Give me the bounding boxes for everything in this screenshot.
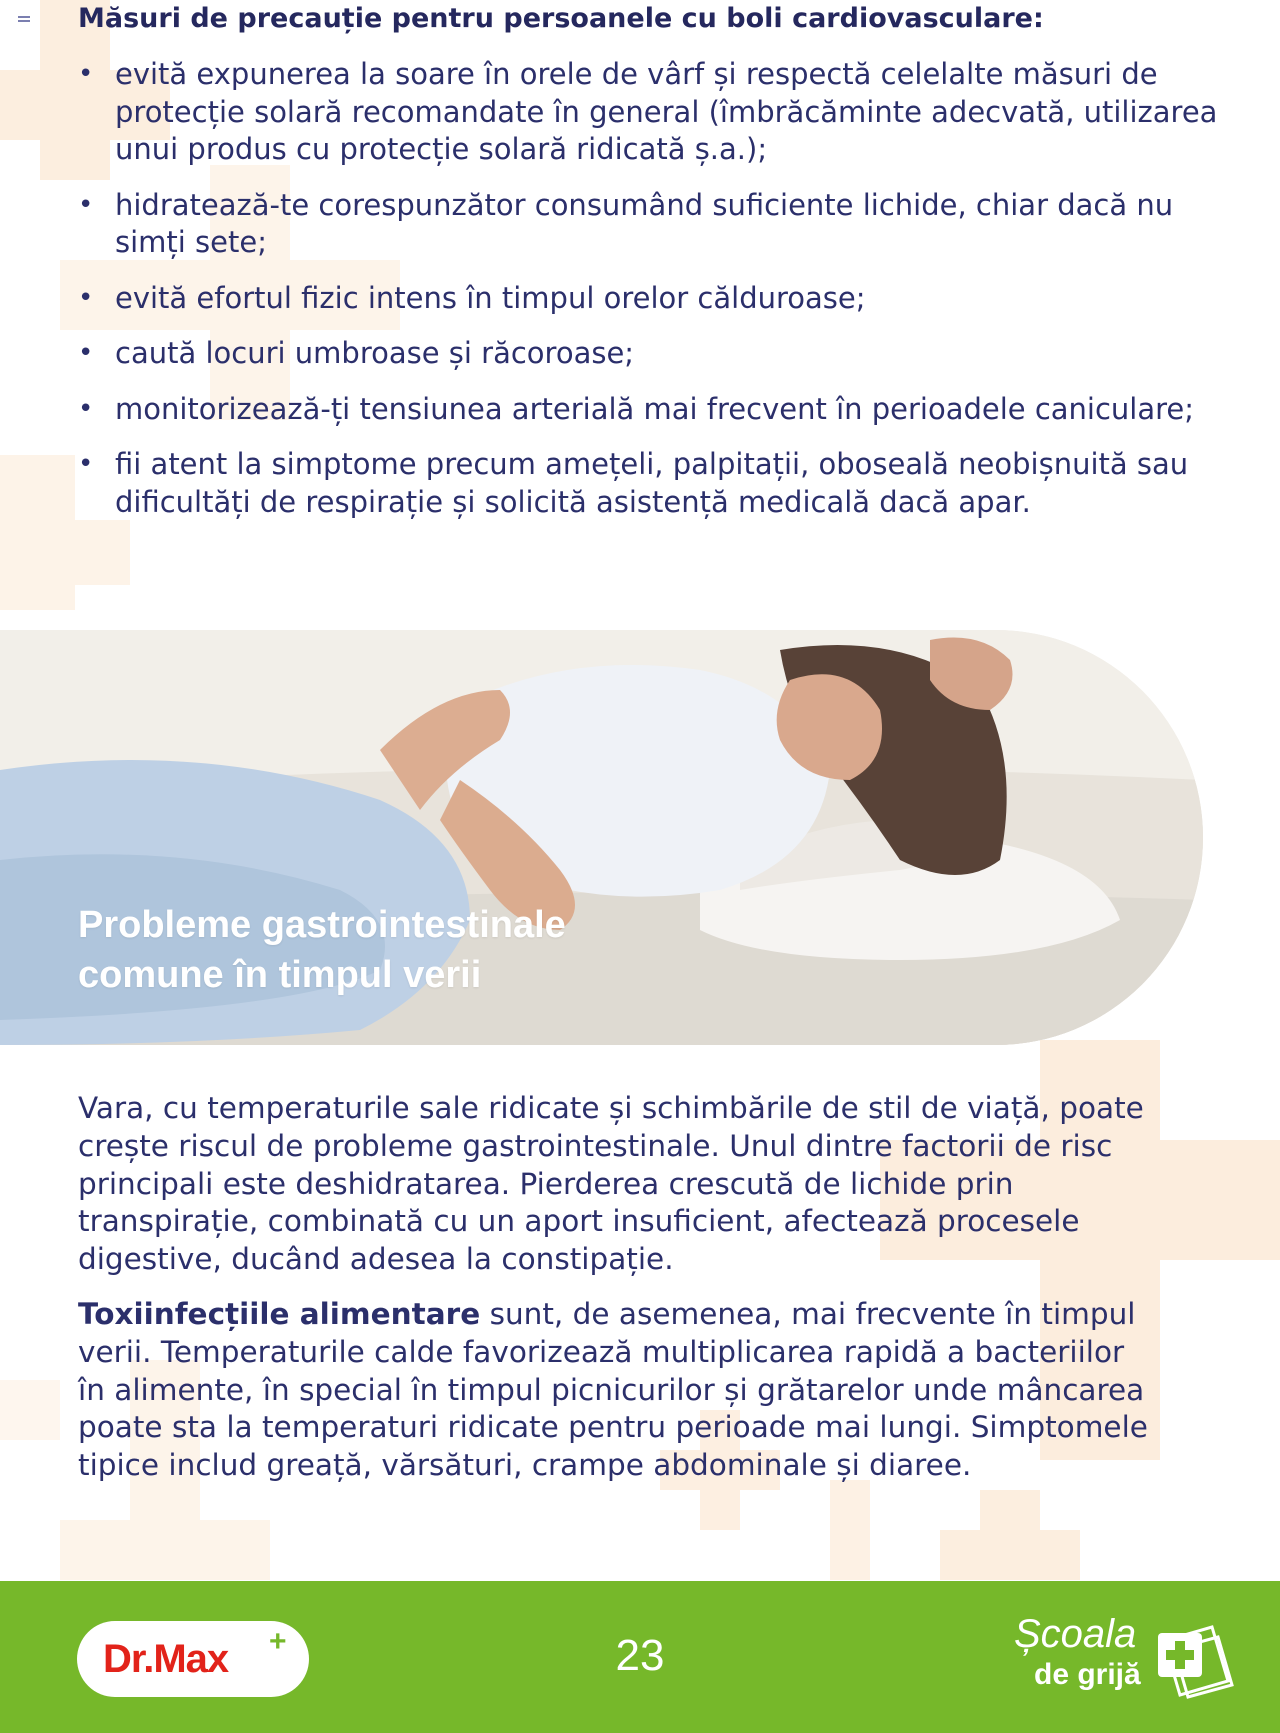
- list-item: • monitorizează-ți tensiunea arterială mai frecvent în perioadele caniculare;: [78, 391, 1218, 429]
- hero-title-line2: comune în timpul verii: [78, 954, 482, 996]
- footer-bar: [0, 1581, 1280, 1733]
- logo-plus-icon: +: [269, 1625, 287, 1658]
- paragraph-food-poisoning: [78, 1296, 1158, 1485]
- section-title: Măsuri de precauție pentru persoanele cu boli cardiovasculare:: [78, 3, 1044, 34]
- paragraph-intro: Vara, cu temperaturile sale ridicate și schimbările de stil de viață, poate crește riscul de probleme gastrointestinale. Unul dintre factorii de risc principali este deshidratarea. Pierderea crescută de lichide prin transpirație, combinată cu un aport insuficient, afectează procesele digestive, ducând adesea la constipație.: [78, 1091, 1144, 1277]
- logo-text: Dr.Max: [103, 1637, 229, 1681]
- paragraph-text: sunt, de asemenea, mai frecvente în timpul verii. Temperaturile calde favorizează multiplicarea rapidă a bacteriilor în alimente, în special în timpul picnicurilor și grătarelor unde mâncarea poate sta la temperaturi ridicate pentru perioade mai lungi. Simptomele tipice includ greață, vărsături, crampe abdominale și diaree.: [78, 1297, 1148, 1483]
- hero-image-banner: [0, 630, 1203, 1045]
- hero-title: [78, 900, 566, 1000]
- brand-line1: Școala: [1014, 1612, 1137, 1656]
- list-item: • caută locuri umbroase și răcoroase;: [78, 335, 1218, 373]
- precautions-list: [78, 56, 1218, 539]
- bold-term: Toxiinfecțiile alimentare: [78, 1297, 481, 1331]
- list-item: • fii atent la simptome precum amețeli, palpitații, oboseală neobișnuită sau dificultăți de respirație și solicită asistență medicală dacă apar.: [78, 446, 1218, 521]
- menu-icon[interactable]: [18, 16, 30, 26]
- brand-line2: de grijă: [1034, 1658, 1141, 1691]
- list-item: • hidratează-te corespunzător consumând suficiente lichide, chiar dacă nu simți sete;: [78, 187, 1218, 262]
- page-plus-icon: [1154, 1623, 1240, 1703]
- list-item: • evită expunerea la soare în orele de vârf și respectă celelalte măsuri de protecție solară recomandate în general (îmbrăcăminte adecvată, utilizarea unui produs cu protecție solară ridicată ș.a.);: [78, 56, 1218, 169]
- scoala-de-grija-logo[interactable]: [1012, 1609, 1242, 1719]
- page-number: 23: [615, 1631, 665, 1680]
- hero-title-line1: Probleme gastrointestinale: [78, 904, 566, 946]
- list-item: • evită efortul fizic intens în timpul orelor călduroase;: [78, 280, 1218, 318]
